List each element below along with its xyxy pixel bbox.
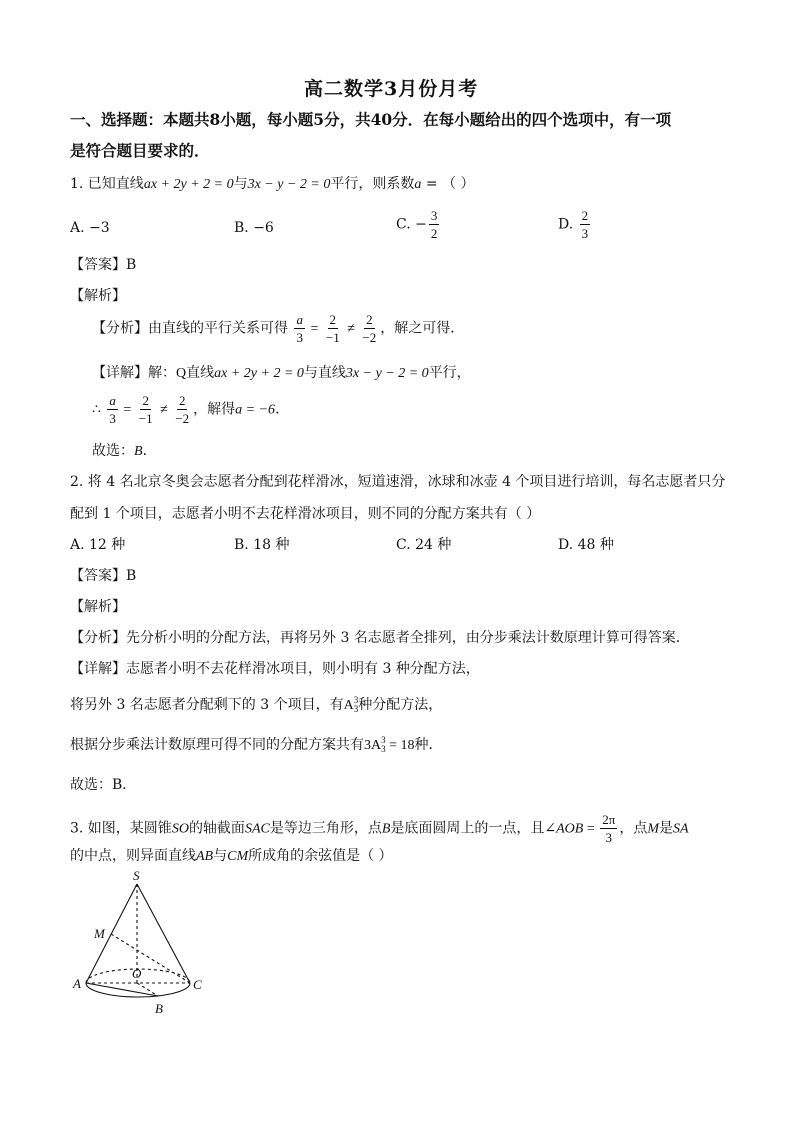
q1-solution: ∴ $\frac{a}{3}$ = $\frac{2}{-1}$ ≠ $\frac{2}{-2}$ ，解得a = −6．	[92, 393, 290, 426]
q2-detail2-a: 将另外 3 名志愿者分配剩下的 3 个项目，有	[70, 697, 344, 713]
q1-detail-d: 平行，	[428, 365, 471, 381]
q1-fenxi: 【分析】由直线的平行关系可得 $\frac{a}{3}$ = $\frac{2}{-1}$ ≠ $\frac{2}{-2}$ ，解之可得．	[92, 312, 465, 345]
q2-option-a: A. 12 种	[70, 537, 126, 553]
q1-eq2: 3x − y − 2 = 0	[247, 177, 331, 192]
q2-stem-line1: 2. 将 4 名北京冬奥会志愿者分配到花样滑冰，短道速滑，冰球和冰壶 4 个项目进行培训，每名志愿者只分	[70, 474, 726, 490]
cone-figure	[66, 868, 226, 1023]
label-C: C	[193, 977, 202, 992]
q3-CM: CM	[227, 849, 249, 864]
q1-eq1: ax + 2y + 2 = 0	[143, 177, 234, 192]
q2-fenxi-tag: 【分析】	[70, 630, 126, 646]
cone-side-right	[137, 884, 190, 983]
q1-fenxi-tag: 【分析】	[92, 320, 148, 337]
q3-B: B	[381, 821, 391, 837]
therefore-symbol: ∴	[92, 402, 101, 418]
q1-answer	[70, 255, 136, 275]
q1-detail-eq2: 3x − y − 2 = 0	[345, 366, 429, 381]
q1-option-c	[396, 209, 441, 240]
q2-option-b: B. 18 种	[234, 537, 290, 553]
q1-sol-f3-num: 2	[178, 393, 186, 408]
q1-stem	[70, 174, 474, 195]
q1-detail-sym: Q	[176, 366, 187, 381]
q1-fenxi-f2-den: −1	[325, 330, 340, 345]
q1-detail-b: 直线	[186, 365, 215, 381]
q2-detail3-sup: 3	[381, 735, 386, 745]
q3-SO: SO	[171, 821, 189, 837]
label-A: A	[73, 976, 81, 991]
q1-detail-tag: 【详解】	[92, 365, 148, 381]
q3-l1e: ，点	[619, 820, 648, 837]
page-title: 高二数学3月份月考	[304, 78, 479, 100]
q1-fenxi-f3-num: 2	[366, 312, 373, 327]
q2-option-c: C. 24 种	[396, 537, 452, 553]
q2-detail3-eq: = 18	[385, 738, 415, 753]
q1-option-d-num: 2	[581, 208, 589, 223]
q2-perm-sub: 3	[353, 704, 359, 714]
q1-fenxi-f2-num: 2	[329, 312, 337, 327]
q1-fenxi-f1-den: 3	[296, 330, 303, 345]
q2-detail-text1: 志愿者小明不去花样滑冰项目，则小明有 3 种分配方法，	[126, 661, 480, 677]
q1-var: a	[414, 177, 422, 192]
q1-choose-label: 故选：	[92, 443, 134, 459]
q3-l1f: 是	[659, 820, 673, 837]
q1-sol-end: ．	[275, 401, 290, 418]
q2-perm-symbol: A	[343, 698, 354, 713]
q1-sol-tail: ，解得	[193, 401, 236, 418]
q1-choose-value: B	[134, 444, 143, 459]
q1-mid: 与	[233, 176, 248, 192]
q2-answer-tag: 【答案】	[70, 568, 126, 584]
q2-fenxi	[70, 628, 690, 648]
q2-detail-line3	[70, 735, 443, 756]
q1-sol-f1-num: a	[109, 393, 116, 408]
q1-option-a: A. −3	[70, 220, 110, 236]
q3-frac-den: 3	[605, 830, 613, 845]
section-heading-line1: 一、选择题：本题共8小题，每小题5分，共40分．在每小题给出的四个选项中，有一项	[70, 110, 672, 129]
q1-choose-end: ．	[142, 443, 157, 459]
q3-M: M	[647, 821, 659, 837]
q2-perm-sup: 3	[353, 695, 359, 705]
q2-detail3-coef: 3A	[364, 738, 382, 753]
q1-answer-value: B	[126, 257, 137, 273]
q2-detail-line2	[70, 695, 442, 716]
q2-stem-line2: 配到 1 个项目，志愿者小明不去花样滑冰项目，则不同的分配方案共有（ ）	[70, 506, 541, 522]
q1-option-d	[558, 209, 592, 240]
q3-l1a: 3. 如图，某圆锥	[70, 820, 172, 837]
label-O: O	[132, 966, 142, 981]
q1-analysis-label: 【解析】	[70, 288, 126, 304]
q1-fenxi-f1-num: a	[296, 312, 303, 327]
q3-l2c: 所成角的余弦值是（ ）	[248, 848, 393, 864]
label-B: B	[155, 1001, 163, 1016]
q2-fenxi-text: 先分析小明的分配方法，再将另外 3 名志愿者全排列，由分步乘法计数原理计算可得答案．	[126, 630, 690, 646]
q1-sol-eq: a = −6	[235, 402, 276, 418]
q1-detail-eq1: ax + 2y + 2 = 0	[214, 366, 304, 381]
q3-stem-line1	[70, 813, 689, 844]
q1-tail: 平行，则系数	[330, 176, 415, 192]
q2-option-d: D. 48 种	[558, 537, 614, 553]
segment-MC	[111, 934, 190, 983]
q1-answer-tag: 【答案】	[70, 257, 126, 273]
q1-fenxi-text: 由直线的平行关系可得	[148, 320, 288, 337]
q3-l1d: 是底面圆周上的一点，且	[390, 820, 545, 837]
q3-angle: ∠AOB	[544, 821, 584, 837]
q3-SA: SA	[673, 821, 689, 837]
q2-analysis-tag: 【解析】	[70, 599, 126, 615]
q1-sol-f3-den: −2	[175, 411, 190, 426]
section-heading-line2: 是符合题目要求的．	[70, 141, 210, 160]
q3-eq: =	[583, 821, 599, 837]
q1-choose	[92, 441, 157, 462]
q2-analysis	[70, 597, 126, 617]
q1-fenxi-tail: ，解之可得．	[380, 320, 465, 337]
q2-detail-tag: 【详解】	[70, 661, 126, 677]
q1-number: 1. 已知直线	[70, 176, 144, 192]
base-front-arc	[86, 983, 190, 997]
q1-option-d-label: D.	[558, 216, 574, 233]
q2-detail-line1	[70, 659, 480, 679]
q1-detail-c: 与直线	[303, 365, 346, 381]
label-M: M	[94, 926, 105, 941]
q3-l2a: 的中点，则异面直线	[70, 848, 196, 864]
q1-analysis-tag	[70, 286, 126, 306]
q1-sol-f2-num: 2	[142, 393, 149, 408]
q3-l1b: 的轴截面	[188, 820, 245, 837]
q1-detail-a: 解：	[148, 365, 176, 381]
q2-detail3-b: 种．	[414, 737, 443, 753]
q2-choose: 故选：B．	[70, 777, 137, 793]
q2-detail3-sub: 3	[381, 744, 386, 754]
q2-detail3-a: 根据分步乘法计数原理可得不同的分配方案共有	[70, 737, 364, 753]
q2-detail2-b: 种分配方法，	[358, 697, 443, 713]
q3-l2b: 与	[213, 848, 228, 864]
label-S: S	[133, 868, 140, 883]
q1-sol-f1-den: 3	[109, 411, 116, 426]
q3-AB: AB	[196, 849, 214, 864]
q3-frac-num: 2π	[602, 812, 616, 827]
q3-l1c: 是等边三角形，点	[269, 820, 382, 837]
q3-SAC: SAC	[244, 821, 270, 837]
q1-detail	[92, 363, 471, 384]
q2-answer	[70, 566, 136, 586]
q1-option-c-label: C. −	[396, 216, 427, 233]
q1-fenxi-f3-den: −2	[362, 330, 377, 345]
q2-answer-value: B	[126, 568, 137, 584]
q1-option-b: B. −6	[234, 220, 274, 236]
q1-option-d-den: 3	[581, 226, 589, 241]
q3-stem-line2	[70, 846, 393, 867]
q1-option-c-den: 2	[430, 226, 438, 241]
q1-sol-f2-den: −1	[138, 411, 153, 426]
q1-option-c-num: 3	[430, 208, 438, 223]
q1-end: = （ ）	[421, 176, 475, 192]
